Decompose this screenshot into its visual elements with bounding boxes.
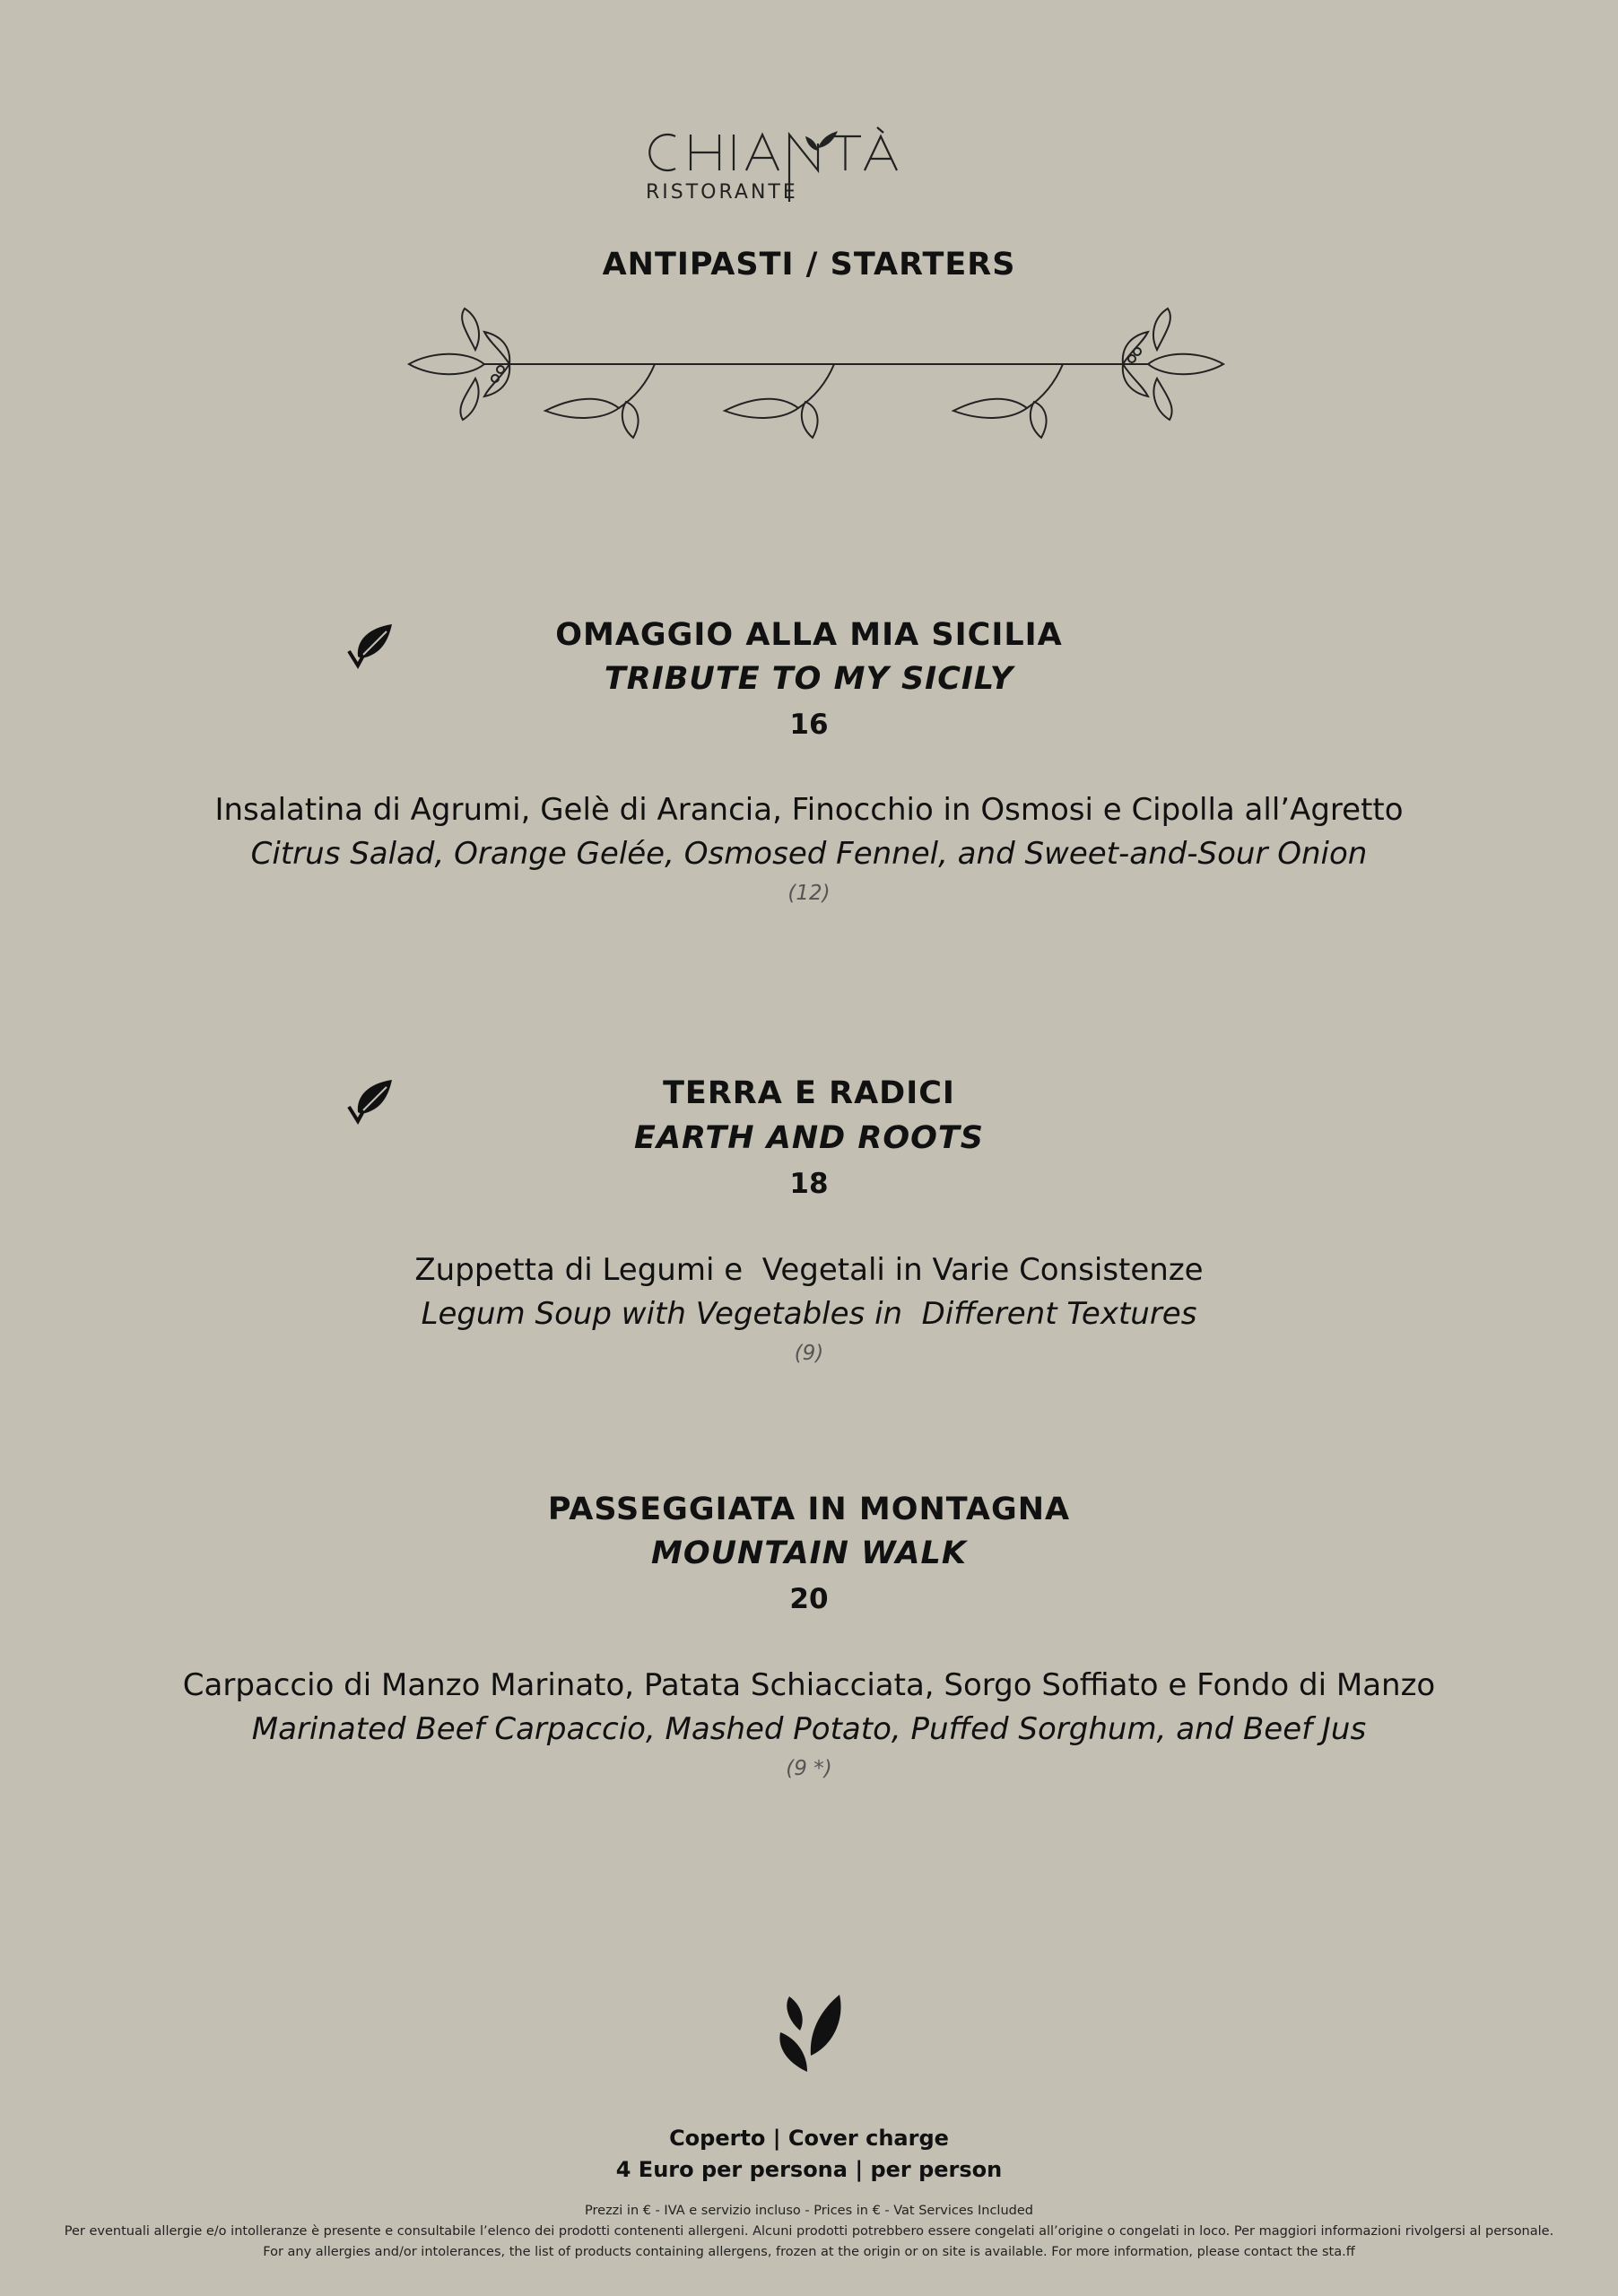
dish-description-en: Legum Soup with Vegetables in Different Textures [421, 1296, 1197, 1332]
dish-description: Zuppetta di Legumi e Vegetali in Varie Consistenze [414, 1252, 1204, 1288]
allergy-note-it: Per eventuali allergie e/o intolleranze è presente e consultabile l’elenco dei prodotti contenenti allergeni. Alcuni prodotti potrebbero essere congelati all’origine o congelati in loco. Per maggiori informazioni rivolgersi al personale. [64, 2224, 1554, 2239]
dish-description-en: Citrus Salad, Orange Gelée, Osmosed Fennel, and Sweet-and-Sour Onion [250, 836, 1368, 872]
dish-allergens: (9) [794, 1342, 824, 1365]
dish-description: Insalatina di Agrumi, Gelè di Arancia, Finocchio in Osmosi e Cipolla all’Agretto [214, 792, 1404, 828]
leaf-garland-divider [404, 296, 1229, 444]
dish-name: PASSEGGIATA IN MONTAGNA [547, 1492, 1071, 1527]
dish-name: TERRA E RADICI [663, 1075, 955, 1111]
prices-note: Prezzi in € - IVA e servizio incluso - Prices in € - Vat Services Included [585, 2204, 1033, 2218]
dish-name: OMAGGIO ALLA MIA SICILIA [555, 617, 1063, 653]
logo-wordmark [646, 126, 987, 179]
dish-allergens: (9 *) [786, 1757, 832, 1780]
sprout-logo-icon [773, 1993, 845, 2074]
dish-price: 16 [789, 709, 829, 741]
dish-name-en: MOUNTAIN WALK [651, 1535, 967, 1571]
dish-allergens: (12) [787, 882, 831, 905]
dish-description-en: Marinated Beef Carpaccio, Mashed Potato, Puffed Sorghum, and Beef Jus [251, 1711, 1367, 1747]
dish-price: 18 [789, 1168, 829, 1200]
logo-subtitle: RISTORANTE [646, 181, 798, 204]
cover-charge-price: 4 Euro per persona | per person [615, 2157, 1003, 2182]
dish-description: Carpaccio di Manzo Marinato, Patata Schiacciata, Sorgo Soffiato e Fondo di Manzo [182, 1667, 1436, 1703]
dish-name-en: EARTH AND ROOTS [634, 1120, 984, 1156]
dish-price: 20 [789, 1583, 829, 1615]
dish-name-en: TRIBUTE TO MY SICILY [604, 661, 1014, 697]
allergy-note-en: For any allergies and/or intolerances, the list of products containing allergens, frozen at the origin or on site is available. For more information, please contact the sta.ff [263, 2245, 1355, 2259]
section-title: ANTIPASTI / STARTERS [602, 247, 1016, 283]
cover-charge-label: Coperto | Cover charge [669, 2126, 949, 2151]
